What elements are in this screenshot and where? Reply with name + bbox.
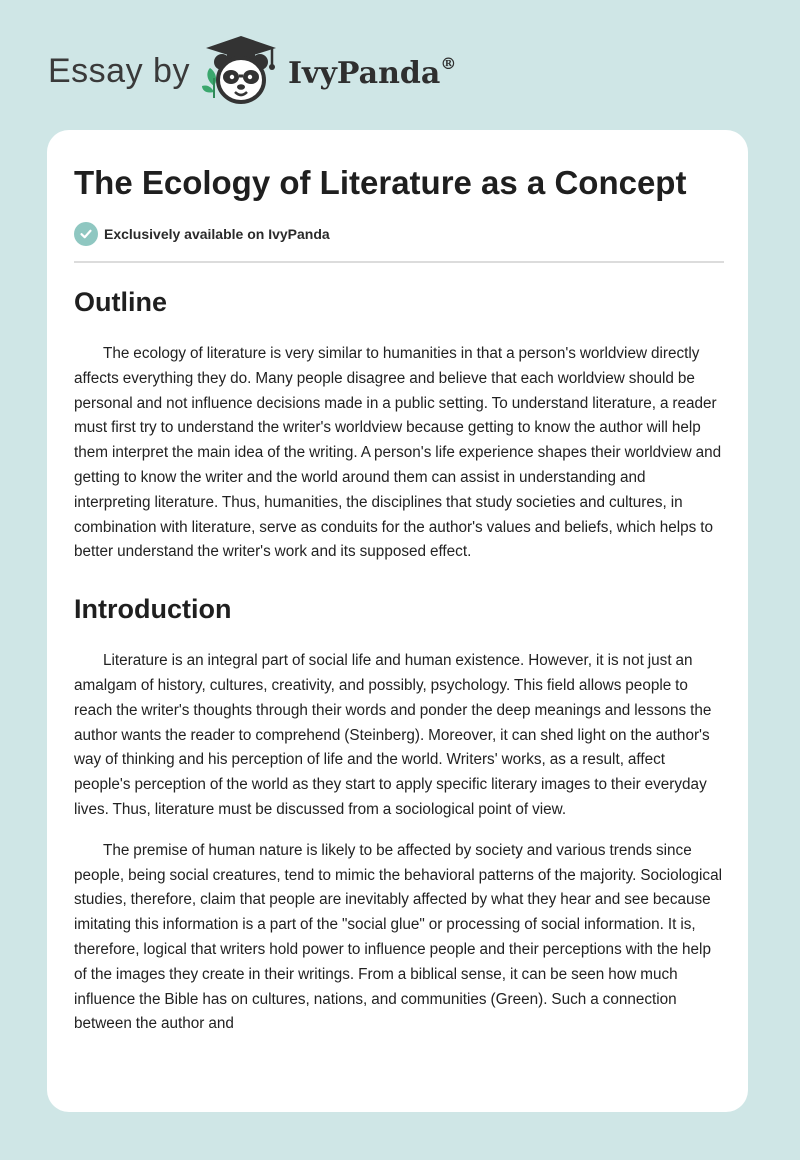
registered-mark: ®: [440, 54, 457, 73]
section-heading-outline: Outline: [74, 287, 167, 317]
essay-title: The Ecology of Literature as a Concept: [74, 164, 687, 201]
section-outline: [74, 280, 724, 565]
brand-name-text: IvyPanda: [288, 56, 441, 91]
essay-body: [74, 280, 724, 1037]
title-divider: [74, 261, 724, 263]
introduction-paragraph-2: The premise of human nature is likely to be affected by society and various trends since people, being social creatures, tend to mimic the behavioral patterns of the majority. Sociological studies, therefore, claim that people are inevitably affected by what they hear and see because imitating this information is a part of the "social glue" or processing of social information. It is, therefore, logical that writers hold power to influence people and their perceptions with the help of the images they create in their writings. From a biblical sense, it can be seen how much influence the Bible has on cultures, nations, and communities (Green). Such a connection between the author and: [74, 841, 722, 1033]
panda-graduate-icon[interactable]: [200, 32, 282, 110]
section-heading-introduction: Introduction: [74, 594, 232, 625]
exclusive-badge-text: Exclusively available on IvyPanda: [104, 226, 330, 242]
brand-prefix: Essay by: [48, 52, 190, 90]
brand-name[interactable]: [288, 56, 456, 91]
brand-header: [48, 30, 508, 110]
exclusive-badge: [74, 222, 330, 246]
introduction-paragraph-1: Literature is an integral part of social life and human existence. However, it is not just an amalgam of history, cultures, creativity, and possibly, psychology. This field allows people to reach the writer's thoughts through their words and ponder the deep meanings and lessons the author wants the reader to comprehend (Steinberg). Moreover, it can shed light on the author's way of thinking and his perception of life and the world. Writers' works, as a result, affect people's perception of the world as they start to apply specific literary images to their everyday lives. Thus, literature must be discussed from a sociological point of view.: [74, 652, 712, 818]
outline-paragraph: The ecology of literature is very similar to humanities in that a person's worldview directly affects everything they do. Many people disagree and believe that each worldview should be personal and not influence decisions made in a public setting. To understand literature, a reader must first try to understand the writer's worldview because getting to know the author will help them interpret the main idea of the writing. A person's life experience shapes their worldview and getting to know the writer and the world around them can assist in understanding and interpreting literature. Thus, humanities, the disciplines that study societies and cultures, in combination with literature, serve as conduits for the author's values and beliefs, which helps to better understand the writer's work and its supposed effect.: [74, 345, 722, 561]
section-introduction: [74, 587, 724, 1037]
check-circle-icon: [74, 222, 98, 246]
essay-card: [47, 130, 748, 1112]
